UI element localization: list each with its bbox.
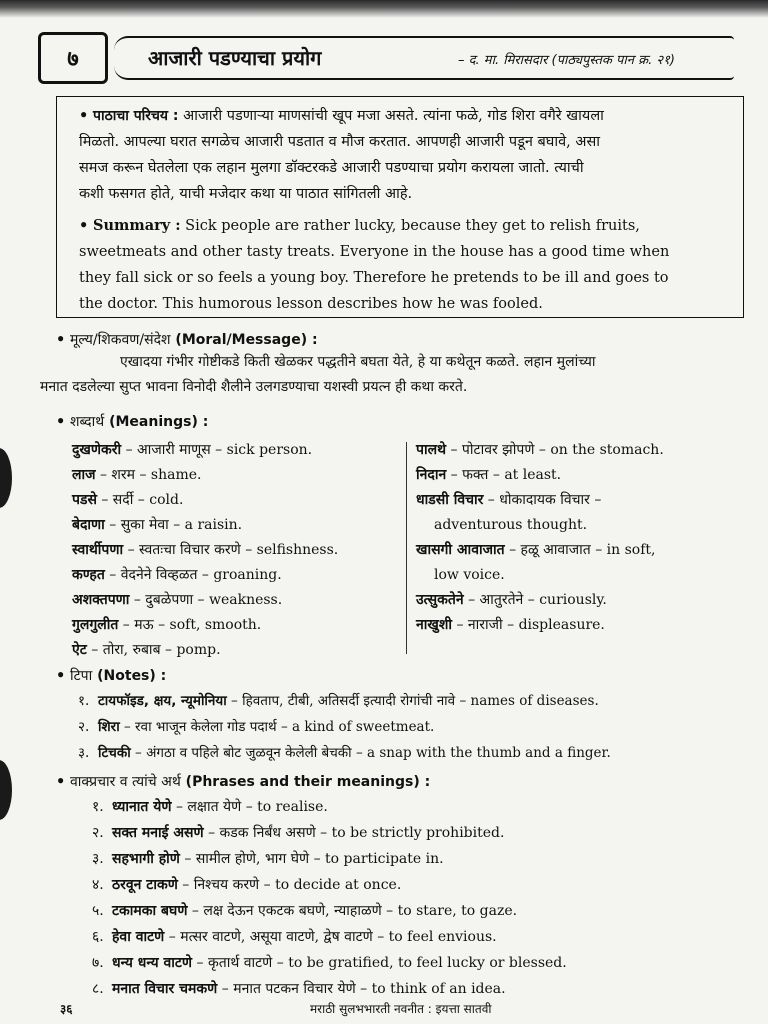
meaning-term: दुखणेकरी <box>72 442 122 458</box>
meaning-entry <box>72 638 402 663</box>
meaning-term: गुलगुलीत <box>72 617 119 633</box>
meaning-entry <box>416 613 746 638</box>
note-item <box>78 714 611 740</box>
meaning-term: पडसे <box>72 492 97 508</box>
note-term: टिचकी <box>98 745 131 761</box>
meaning-term: स्वार्थीपणा <box>72 542 124 558</box>
meaning-entry <box>416 488 746 513</box>
meaning-def: – वेदनेने विव्हळत – groaning. <box>104 567 282 583</box>
meaning-def: – सर्दी – cold. <box>96 492 184 508</box>
phrase-term: सहभागी होणे <box>112 851 180 867</box>
summary-line: the doctor. This humorous lesson describes how he was fooled. <box>79 296 543 312</box>
meaning-def: – तोरा, रुबाब – pomp. <box>86 642 221 658</box>
phrase-def: – कडक निर्बंध असणे – to be strictly prohibited. <box>203 825 505 841</box>
meaning-term: नाखुशी <box>416 617 452 633</box>
heading-english: (Meanings) : <box>109 414 209 430</box>
bullet-icon: • <box>56 667 66 684</box>
phrase-def: – कृतार्थ वाटणे – to be gratified, to feel lucky or blessed. <box>192 955 567 971</box>
phrases-heading <box>56 772 430 791</box>
meaning-term: धाडसी विचार <box>416 492 484 508</box>
phrase-def: – लक्ष देऊन एकटक बघणे, न्याहाळणे – to stare, to gaze. <box>187 903 518 919</box>
phrase-term: मनात विचार चमकणे <box>112 981 218 997</box>
meaning-term: ऐट <box>72 642 87 658</box>
heading-devanagari: वाक्प्रचार व त्यांचे अर्थ <box>70 774 181 790</box>
note-item <box>78 740 611 766</box>
author-reference: – द. मा. मिरासदार (पाठ्यपुस्तक पान क्र. २१) <box>458 53 675 68</box>
phrase-item <box>92 950 567 976</box>
phrase-item <box>92 924 567 950</box>
intro-line: मिळतो. आपल्या घरात सगळेच आजारी पडतात व मौज करतात. आपणही आजारी पडून बघावे, असा <box>79 134 601 150</box>
summary-paragraph <box>79 213 733 317</box>
meaning-term: बेदाणा <box>72 517 105 533</box>
phrase-term: ध्यानात येणे <box>112 799 172 815</box>
phrase-term: सक्त मनाई असणे <box>112 825 204 841</box>
bullet-icon: • <box>79 107 89 124</box>
item-number: ५. <box>92 903 104 919</box>
meaning-entry <box>72 538 402 563</box>
column-divider <box>406 442 407 654</box>
intro-line: आजारी पडणाऱ्या माणसांची खूप मजा असते. त्यांना फळे, गोड शिरा वगैरे खायला <box>183 108 604 124</box>
intro-label: पाठाचा परिचय : <box>93 108 179 124</box>
meaning-entry <box>416 463 746 488</box>
page-number: ३६ <box>60 1002 73 1016</box>
meaning-entry <box>72 488 402 513</box>
book-title-footer: मराठी सुलभभारती नवनीत : इयत्ता सातवी <box>310 1002 492 1016</box>
phrase-item <box>92 794 567 820</box>
summary-label: Summary : <box>93 217 181 234</box>
intro-line: समज करून घेतलेला एक लहान मुलगा डॉक्टरकडे आजारी पडण्याचा प्रयोग करायला जातो. त्याची <box>79 160 584 176</box>
meaning-term: पालथे <box>416 442 447 458</box>
summary-line: they fall sick or so feels a young boy. Therefore he pretends to be ill and goes to <box>79 270 669 286</box>
note-term: शिरा <box>98 719 120 735</box>
item-number: ३. <box>78 745 90 761</box>
binder-hole <box>0 448 12 508</box>
note-def: – हिवताप, टीबी, अतिसर्दी इत्यादी रोगांची नावे – names of diseases. <box>226 693 599 709</box>
meaning-def: – आतुरतेने – curiously. <box>463 592 607 608</box>
meaning-def: – पोटावर झोपणे – on the stomach. <box>446 442 664 458</box>
phrase-term: ठरवून टाकणे <box>112 877 178 893</box>
intro-line: कशी फसगत होते, याची मजेदार कथा या पाठात सांगितली आहे. <box>79 186 413 202</box>
meaning-term: लाज <box>72 467 96 483</box>
heading-devanagari: टिपा <box>70 668 93 684</box>
heading-devanagari: शब्दार्थ <box>70 414 105 430</box>
phrase-item <box>92 976 567 1002</box>
phrase-term: टकामका बघणे <box>112 903 188 919</box>
meaning-entry <box>72 463 402 488</box>
meaning-entry <box>72 588 402 613</box>
heading-english: (Moral/Message) : <box>175 332 318 348</box>
bullet-icon: • <box>56 331 66 348</box>
page-top-edge <box>0 0 768 18</box>
phrase-def: – मत्सर वाटणे, असूया वाटणे, द्वेष वाटणे – to feel envious. <box>164 929 497 945</box>
note-item <box>78 688 611 714</box>
phrase-def: – लक्षात येणे – to realise. <box>171 799 328 815</box>
bullet-icon: • <box>79 217 89 234</box>
meaning-def: – धोकादायक विचार – <box>483 492 602 508</box>
bullet-icon: • <box>56 773 66 790</box>
meaning-entry <box>72 438 402 463</box>
meaning-def: – फक्त – at least. <box>446 467 562 483</box>
heading-devanagari: मूल्य/शिकवण/संदेश <box>70 332 171 348</box>
meaning-entry <box>416 438 746 463</box>
meaning-def: – नाराजी – displeasure. <box>452 617 605 633</box>
binder-hole <box>0 760 12 820</box>
meaning-continuation: low voice. <box>434 567 505 583</box>
meaning-entry <box>416 588 746 613</box>
chapter-number: ७ <box>38 32 108 84</box>
meaning-entry <box>72 563 402 588</box>
chapter-title: आजारी पडण्याचा प्रयोग <box>148 46 322 70</box>
note-def: – रवा भाजून केलेला गोड पदार्थ – a kind of sweetmeat. <box>119 719 435 735</box>
meanings-right-column <box>416 438 746 638</box>
moral-heading <box>56 330 318 349</box>
summary-box <box>56 96 744 318</box>
item-number: ८. <box>92 981 104 997</box>
phrase-item <box>92 872 567 898</box>
meanings-left-column <box>72 438 402 663</box>
chapter-header <box>38 30 750 86</box>
summary-line: Sick people are rather lucky, because they get to relish fruits, <box>185 218 640 234</box>
note-term: टायफॉइड, क्षय, न्यूमोनिया <box>98 693 227 709</box>
phrase-term: हेवा वाटणे <box>112 929 165 945</box>
notes-list <box>78 688 611 766</box>
phrase-item <box>92 820 567 846</box>
item-number: २. <box>92 825 104 841</box>
meaning-def: – शरम – shame. <box>95 467 202 483</box>
meaning-term: कण्हत <box>72 567 105 583</box>
meaning-def: – मऊ – soft, smooth. <box>118 617 262 633</box>
meaning-term: उत्सुकतेने <box>416 592 464 608</box>
phrase-def: – निश्चय करणे – to decide at once. <box>177 877 402 893</box>
meaning-continuation: adventurous thought. <box>434 517 588 533</box>
meaning-def: – आजारी माणूस – sick person. <box>121 442 313 458</box>
item-number: २. <box>78 719 90 735</box>
meaning-entry <box>72 613 402 638</box>
meaning-entry <box>416 538 746 563</box>
phrase-item <box>92 846 567 872</box>
summary-line: sweetmeats and other tasty treats. Everyone in the house has a good time when <box>79 244 670 260</box>
item-number: १. <box>78 693 90 709</box>
meaning-term: खासगी आवाजात <box>416 542 505 558</box>
moral-text <box>40 350 744 400</box>
meaning-term: निदान <box>416 467 447 483</box>
phrase-item <box>92 898 567 924</box>
notes-heading <box>56 666 166 685</box>
meanings-heading <box>56 412 208 431</box>
heading-english: (Notes) : <box>97 668 167 684</box>
meaning-entry <box>72 513 402 538</box>
phrase-def: – मनात पटकन विचार येणे – to think of an idea. <box>217 981 506 997</box>
bullet-icon: • <box>56 413 66 430</box>
item-number: ४. <box>92 877 104 893</box>
item-number: १. <box>92 799 104 815</box>
note-def: – अंगठा व पहिले बोट जुळवून केलेली बेचकी – a snap with the thumb and a finger. <box>130 745 611 761</box>
meaning-term: अशक्तपणा <box>72 592 130 608</box>
item-number: ६. <box>92 929 104 945</box>
meaning-def: – सुका मेवा – a raisin. <box>104 517 243 533</box>
phrase-def: – सामील होणे, भाग घेणे – to participate in. <box>179 851 444 867</box>
phrase-term: धन्य धन्य वाटणे <box>112 955 193 971</box>
meaning-def: – दुबळेपणा – weakness. <box>129 592 283 608</box>
meaning-def: – स्वतःचा विचार करणे – selfishness. <box>123 542 339 558</box>
intro-paragraph <box>79 103 733 207</box>
moral-line: एखादया गंभीर गोष्टीकडे किती खेळकर पद्धतीने बघता येते, हे या कथेतून कळते. लहान मुलांच्या <box>120 354 596 370</box>
heading-english: (Phrases and their meanings) : <box>185 774 431 790</box>
item-number: ७. <box>92 955 104 971</box>
moral-line: मनात दडलेल्या सुप्त भावना विनोदी शैलीने उलगडण्याचा यशस्वी प्रयत्न ही कथा करते. <box>40 379 468 395</box>
meaning-def: – हळू आवाजात – in soft, <box>504 542 656 558</box>
item-number: ३. <box>92 851 104 867</box>
meanings-table <box>72 438 748 658</box>
phrases-list <box>92 794 567 1002</box>
